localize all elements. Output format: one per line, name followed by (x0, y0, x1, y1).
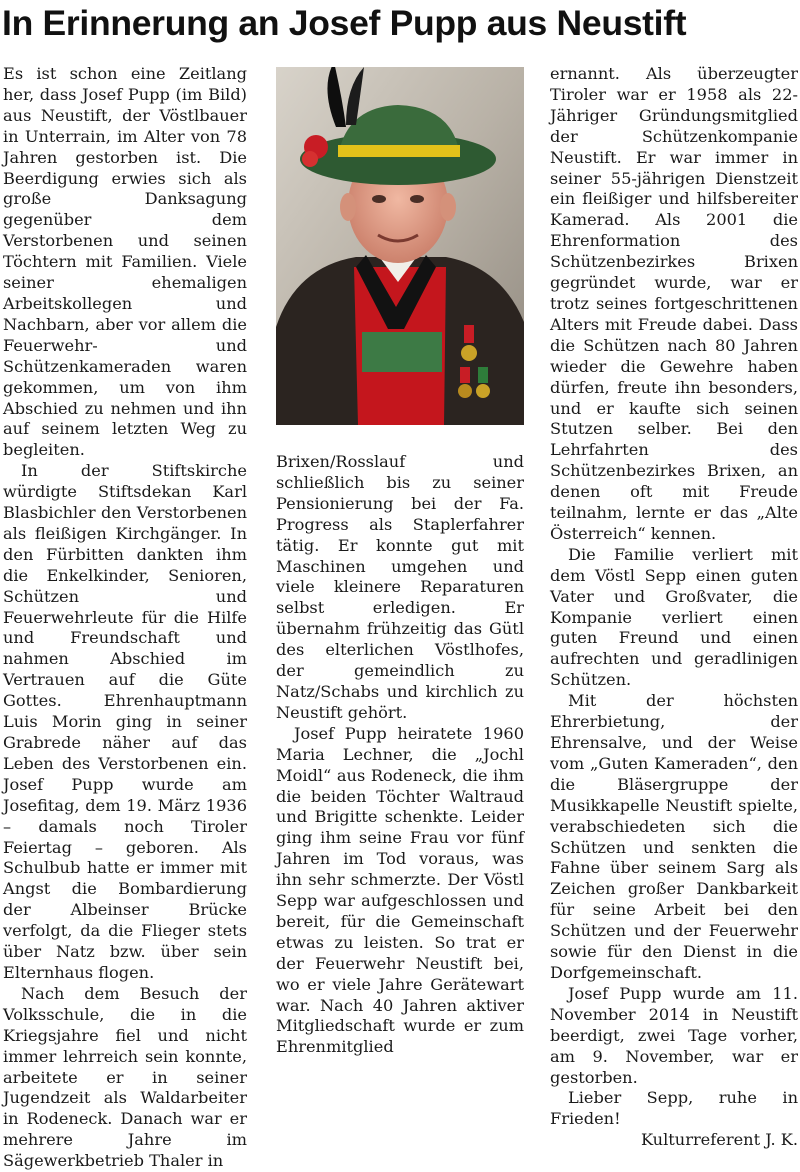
paragraph: Brixen/Rosslauf und schließlich bis zu seiner Pensionierung bei der Fa. Progress als Staplerfahrer tätig. Er konnte gut mit Maschinen umgehen und viele kleinere Reparaturen selbst erledigen. Er übernahm frühzeitig das Gütl des elterlichen Vöstlhofes, der gemeindlich zu Natz/Schabs und kirchlich zu Neustift gehört. (276, 452, 524, 722)
paragraph: Mit der höchsten Ehrerbietung, der Ehrensalve, und der Weise vom „Guten Kameraden“, den die Bläsergruppe der Musikkapelle Neustift spielte, verabschiedeten sich die Schützen und senkten die Fahne über seinem Sarg als Zeichen großer Dankbarkeit für seine Arbeit bei den Schützen und der Feuerwehr sowie für den Dienst in die Dorfgemeinschaft. (550, 691, 798, 982)
portrait-illustration (276, 67, 524, 425)
paragraph: Josef Pupp wurde am 11. November 2014 in Neustift beerdigt, zwei Tage vorher, am 9. November, war er gestorben. (550, 983, 798, 1087)
paragraph: Es ist schon eine Zeitlang her, dass Josef Pupp (im Bild) aus Neustift, der Vöstlbauer in Unterrain, im Alter von 78 Jahren gestorben ist. Die Beerdigung erwies sich als große Danksagung gegenüber dem Verstorbenen und seinen Töchtern mit Familien. Viele seiner ehemaligen Arbeitskollegen und Nachbarn, aber vor allem die Feuerwehr- und Schützenkameraden waren gekommen, um von ihm Abschied zu nehmen und ihn auf seinem letzten Weg zu begleiten. (3, 64, 247, 460)
headline: In Erinnerung an Josef Pupp aus Neustift (2, 3, 687, 43)
signature: Kulturreferent J. K. (640, 1130, 798, 1150)
article-column-1 (3, 64, 247, 1172)
paragraph: Die Familie verliert mit dem Vöstl Sepp einen guten Vater und Großvater, die Kompanie verliert einen guten Freund und einen aufrechten und geradlinigen Schützen. (550, 544, 798, 690)
paragraph: In der Stiftskirche würdigte Stiftsdekan Karl Blasbichler den Verstorbenen als fleißigen Kirchgänger. In den Fürbitten dankten ihm die Enkelkinder, Senioren, Schützen und Feuerwehrleute für die Hilfe und Freundschaft und nahmen Abschied im Vertrauen auf die Güte Gottes. Ehrenhauptmann Luis Morin ging in seiner Grabrede näher auf das Leben des Verstorbenen ein. Josef Pupp wurde am Josefitag, dem 19. März 1936 – damals noch Tiroler Feiertag – geboren. Als Schulbub hatte er immer mit Angst die Bombardierung der Albeinser Brücke verfolgt, da die Flieger stets über Natz bzw. über sein Elternhaus flogen. (3, 461, 247, 982)
paragraph: Lieber Sepp, ruhe in Frieden! (550, 1088, 798, 1129)
paragraph: ernannt. Als überzeugter Tiroler war er 1958 als 22-Jähriger Gründungsmitglied der Schützenkompanie Neustift. Er war immer in seiner 55-jährigen Dienstzeit ein fleißiger und hilfsbereiter Kamerad. Als 2001 die Ehrenformation des Schützenbezirkes Brixen gegründet wurde, war er trotz seines fortgeschrittenen Alters mit Freude dabei. Dass die Schützen nach 80 Jahren wieder die Gewehre haben dürfen, freute ihn besonders, und er kaufte sich seinen Stutzen selber. Bei den Lehrfahrten des Schützenbezirkes Brixen, an denen oft mit Freude teilnahm, lernte er das „Alte Österreich“ kennen. (550, 64, 798, 543)
article-column-2 (276, 452, 524, 1058)
article-column-3 (550, 64, 798, 1151)
paragraph: Josef Pupp heiratete 1960 Maria Lechner, die „Jochl Moidl“ aus Rodeneck, die ihm die beiden Töchter Waltraud und Brigitte schenkte. Leider ging ihm seine Frau vor fünf Jahren im Tod voraus, was ihn sehr schmerzte. Der Vöstl Sepp war aufgeschlossen und bereit, für die Gemeinschaft etwas zu leisten. So trat er der Feuerwehr Neustift bei, wo er viele Jahre Gerätewart war. Nach 40 Jahren aktiver Mitgliedschaft wurde er zum Ehrenmitglied (276, 723, 524, 1057)
paragraph: Nach dem Besuch der Volksschule, die in die Kriegsjahre fiel und nicht immer lehrreich sein konnte, arbeitete er in seiner Jugendzeit als Waldarbeiter in Rodeneck. Danach war er mehrere Jahre im Sägewerkbetrieb Thaler in (3, 983, 247, 1171)
portrait-photo (276, 67, 524, 425)
